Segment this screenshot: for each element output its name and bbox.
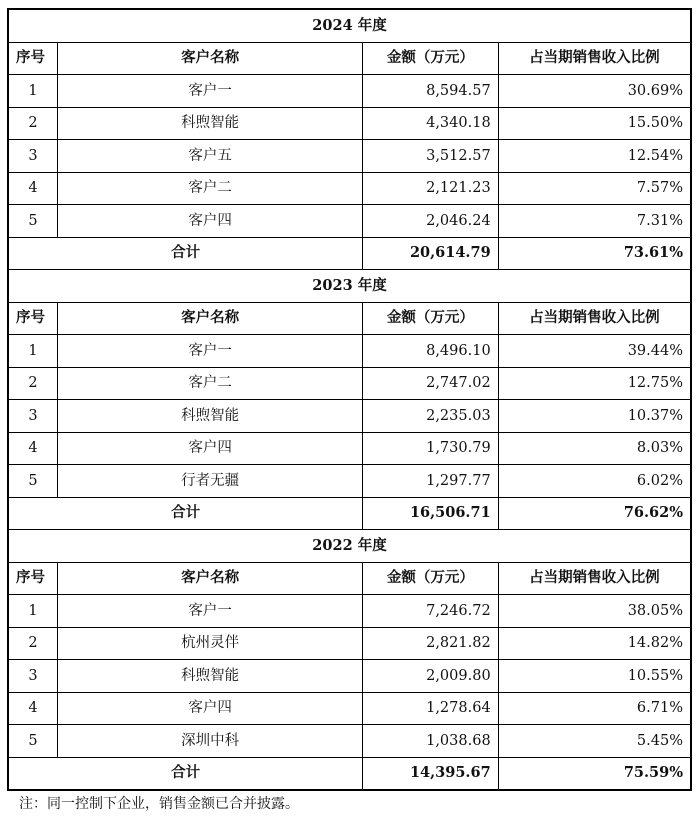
cell-seq: 4	[8, 432, 58, 465]
cell-amount: 2,235.03	[363, 400, 498, 433]
table-row	[8, 595, 691, 628]
table-row	[8, 107, 691, 140]
cell-ratio: 7.57%	[498, 172, 691, 205]
table-row	[8, 367, 691, 400]
cell-seq: 5	[8, 465, 58, 498]
header-row	[8, 562, 691, 595]
cell-seq: 2	[8, 627, 58, 660]
cell-seq: 3	[8, 660, 58, 693]
table-row	[8, 400, 691, 433]
table-row	[8, 725, 691, 758]
cell-name: 客户五	[58, 140, 363, 173]
header-ratio: 占当期销售收入比例	[498, 562, 691, 595]
cell-seq: 5	[8, 725, 58, 758]
cell-amount: 2,747.02	[363, 367, 498, 400]
cell-amount: 1,038.68	[363, 725, 498, 758]
cell-ratio: 10.37%	[498, 400, 691, 433]
footnote: 注：同一控制下企业，销售金额已合并披露。	[19, 796, 299, 812]
year-title: 2023 年度	[8, 270, 691, 303]
cell-name: 客户四	[58, 432, 363, 465]
total-ratio: 76.62%	[498, 497, 691, 530]
total-ratio: 75.59%	[498, 757, 691, 790]
total-row	[8, 497, 691, 530]
total-label: 合计	[8, 237, 363, 270]
total-label: 合计	[8, 757, 363, 790]
table-row	[8, 465, 691, 498]
table-row	[8, 140, 691, 173]
cell-amount: 3,512.57	[363, 140, 498, 173]
total-amount: 16,506.71	[363, 497, 498, 530]
cell-ratio: 30.69%	[498, 75, 691, 108]
cell-ratio: 7.31%	[498, 205, 691, 238]
cell-name: 客户一	[58, 335, 363, 368]
cell-amount: 1,278.64	[363, 692, 498, 725]
cell-ratio: 12.54%	[498, 140, 691, 173]
year-title: 2022 年度	[8, 530, 691, 563]
cell-name: 客户一	[58, 595, 363, 628]
header-name: 客户名称	[58, 562, 363, 595]
cell-name: 客户二	[58, 172, 363, 205]
cell-ratio: 6.02%	[498, 465, 691, 498]
cell-amount: 7,246.72	[363, 595, 498, 628]
cell-seq: 4	[8, 172, 58, 205]
cell-seq: 1	[8, 75, 58, 108]
header-name: 客户名称	[58, 42, 363, 75]
table-row	[8, 432, 691, 465]
year-row	[8, 270, 691, 303]
cell-name: 客户一	[58, 75, 363, 108]
header-ratio: 占当期销售收入比例	[498, 302, 691, 335]
cell-name: 科煦智能	[58, 107, 363, 140]
cell-ratio: 38.05%	[498, 595, 691, 628]
header-amount: 金额（万元）	[363, 302, 498, 335]
cell-seq: 4	[8, 692, 58, 725]
cell-name: 杭州灵伴	[58, 627, 363, 660]
total-row	[8, 237, 691, 270]
table-row	[8, 692, 691, 725]
cell-seq: 1	[8, 335, 58, 368]
cell-ratio: 39.44%	[498, 335, 691, 368]
total-label: 合计	[8, 497, 363, 530]
cell-name: 科煦智能	[58, 660, 363, 693]
cell-ratio: 5.45%	[498, 725, 691, 758]
cell-amount: 8,594.57	[363, 75, 498, 108]
table-row	[8, 335, 691, 368]
cell-seq: 3	[8, 140, 58, 173]
header-amount: 金额（万元）	[363, 562, 498, 595]
table-row	[8, 660, 691, 693]
cell-name: 行者无疆	[58, 465, 363, 498]
table-body	[8, 9, 691, 790]
cell-amount: 8,496.10	[363, 335, 498, 368]
year-title: 2024 年度	[8, 9, 691, 42]
cell-name: 深圳中科	[58, 725, 363, 758]
header-seq: 序号	[8, 562, 58, 595]
header-row	[8, 302, 691, 335]
header-row	[8, 42, 691, 75]
cell-seq: 2	[8, 107, 58, 140]
cell-amount: 2,121.23	[363, 172, 498, 205]
cell-amount: 2,009.80	[363, 660, 498, 693]
cell-ratio: 6.71%	[498, 692, 691, 725]
header-seq: 序号	[8, 42, 58, 75]
total-amount: 20,614.79	[363, 237, 498, 270]
year-row	[8, 9, 691, 42]
cell-amount: 4,340.18	[363, 107, 498, 140]
cell-name: 客户二	[58, 367, 363, 400]
header-amount: 金额（万元）	[363, 42, 498, 75]
cell-amount: 2,821.82	[363, 627, 498, 660]
cell-ratio: 8.03%	[498, 432, 691, 465]
cell-ratio: 14.82%	[498, 627, 691, 660]
cell-seq: 2	[8, 367, 58, 400]
cell-ratio: 10.55%	[498, 660, 691, 693]
table-row	[8, 627, 691, 660]
year-row	[8, 530, 691, 563]
table-row	[8, 172, 691, 205]
header-ratio: 占当期销售收入比例	[498, 42, 691, 75]
header-name: 客户名称	[58, 302, 363, 335]
cell-amount: 1,297.77	[363, 465, 498, 498]
cell-ratio: 15.50%	[498, 107, 691, 140]
cell-seq: 3	[8, 400, 58, 433]
customer-sales-table	[7, 8, 692, 791]
total-row	[8, 757, 691, 790]
header-seq: 序号	[8, 302, 58, 335]
table-row	[8, 75, 691, 108]
total-amount: 14,395.67	[363, 757, 498, 790]
cell-seq: 1	[8, 595, 58, 628]
cell-amount: 2,046.24	[363, 205, 498, 238]
cell-ratio: 12.75%	[498, 367, 691, 400]
total-ratio: 73.61%	[498, 237, 691, 270]
table-row	[8, 205, 691, 238]
cell-name: 科煦智能	[58, 400, 363, 433]
cell-name: 客户四	[58, 692, 363, 725]
cell-seq: 5	[8, 205, 58, 238]
cell-amount: 1,730.79	[363, 432, 498, 465]
cell-name: 客户四	[58, 205, 363, 238]
